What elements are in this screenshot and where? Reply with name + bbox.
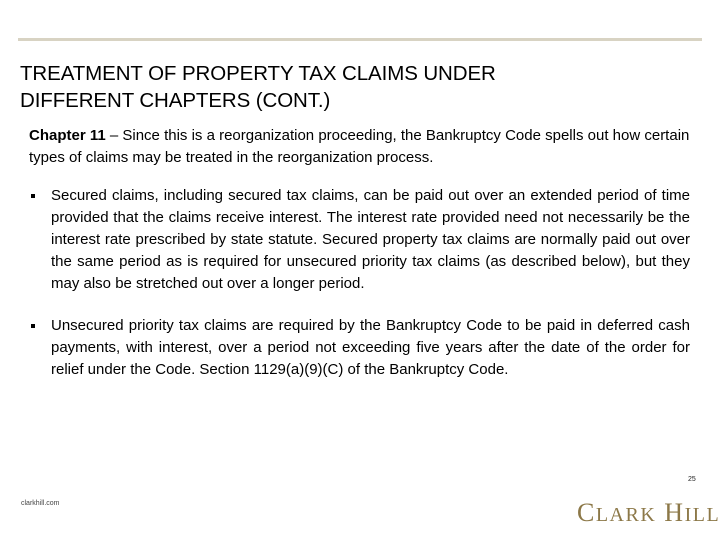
- square-bullet-icon: [31, 194, 35, 198]
- footer-url: clarkhill.com: [21, 500, 60, 507]
- page-number: 25: [688, 476, 696, 483]
- intro-text: – Since this is a reorganization proceeding, the Bankruptcy Code spells out how certain types of claims may be treated in the reorganization process.: [29, 127, 690, 166]
- slide-title: [20, 60, 680, 114]
- bullet-text: Unsecured priority tax claims are required by the Bankruptcy Code to be paid in deferred cash payments, with interest, over a period not exceeding five years after the date of the order for relief under the Code. Section 1129(a)(9)(C) of the Bankruptcy Code.: [51, 317, 690, 378]
- top-divider: [18, 38, 702, 41]
- clark-hill-logo: CLARK HILL: [577, 498, 720, 527]
- chapter-label: Chapter 11: [29, 127, 106, 144]
- title-line-2: DIFFERENT CHAPTERS (CONT.): [20, 89, 331, 112]
- title-line-1: TREATMENT OF PROPERTY TAX CLAIMS UNDER: [20, 62, 496, 85]
- bullet-text: Secured claims, including secured tax claims, can be paid out over an extended period of time provided that the claims receive interest. The interest rate provided need not necessarily be the interest rate prescribed by state statute. Secured property tax claims are normally paid out over the same period as is required for unsecured priority tax claims (as described below), but they may also be stretched out over a longer period.: [51, 187, 690, 292]
- bullet-item-secured-claims: [29, 185, 690, 295]
- intro-paragraph: [29, 125, 699, 169]
- bullet-item-unsecured-claims: [29, 315, 690, 381]
- square-bullet-icon: [31, 324, 35, 328]
- bullet-list: [29, 185, 690, 381]
